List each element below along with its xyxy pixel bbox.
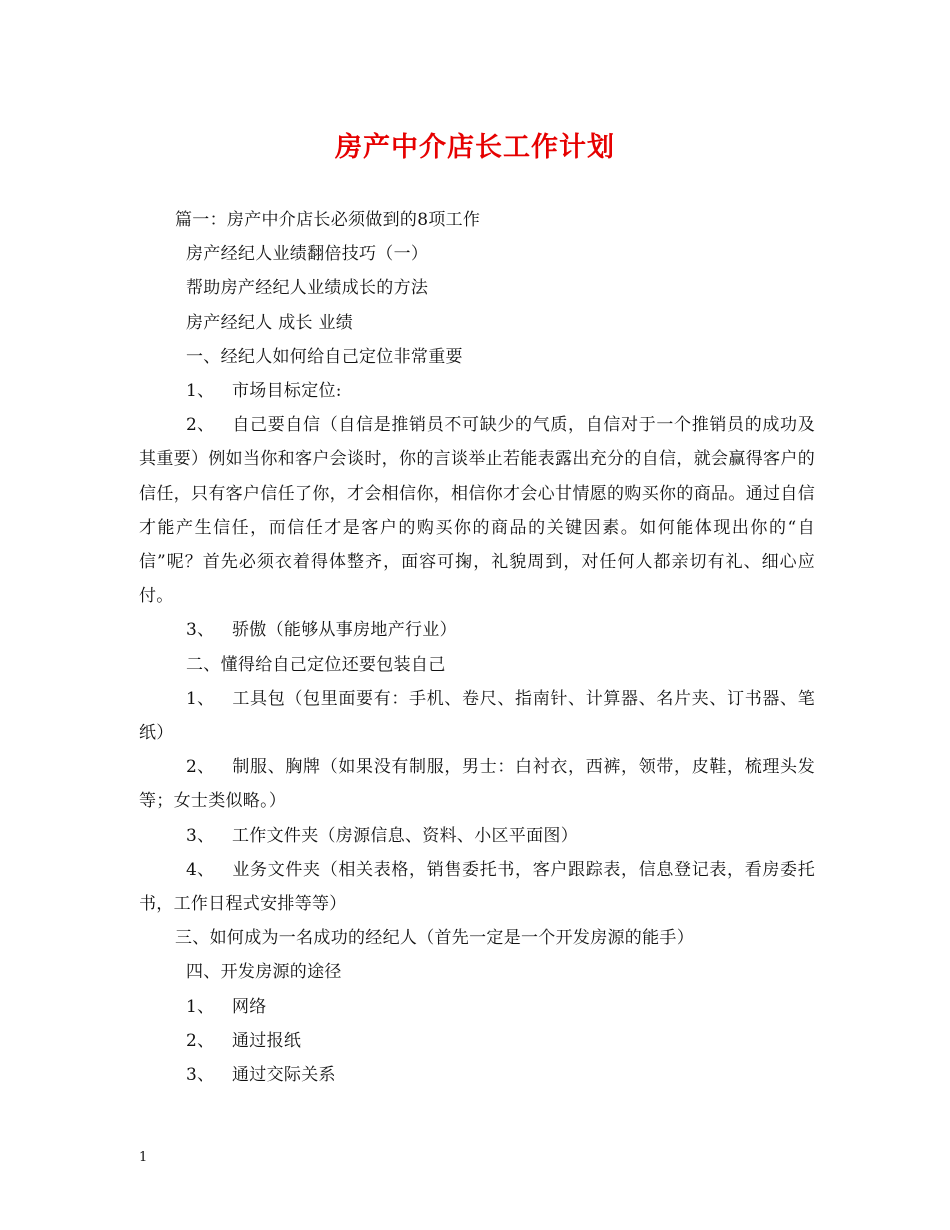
- document-title: 房产中介店长工作计划: [335, 132, 615, 163]
- list-item-number: 3、: [186, 825, 215, 846]
- document-body: [139, 203, 815, 1092]
- list-item-number: 1、: [186, 996, 215, 1017]
- list-item-text: 业务文件夹（相关表格，销售委托书，客户跟踪表，信息登记表，看房委托书，工作日程式安排等等）: [139, 859, 815, 915]
- list-item-text: 骄傲（能够从事房地产行业）: [232, 620, 457, 641]
- section-heading: 三、如何成为一名成功的经纪人（首先一定是一个开发房源的能手）: [175, 928, 694, 949]
- list-item: [139, 613, 815, 647]
- list-item-text: 自己要自信（自信是推销员不可缺少的气质，自信对于一个推销员的成功及其重要）例如当你和客户会谈时，你的言谈举止若能表露出充分的自信，就会赢得客户的信任，只有客户信任了你，才会相信你，相信你才会心甘情愿的购买你的商品。通过自信才能产生信任，而信任才是客户的购买你的商品的关键因素。如何能体现出你的“自信”呢？首先必须衣着得体整齐，面容可掬，礼貌周到，对任何人都亲切有礼、细心应付。: [139, 415, 815, 607]
- list-item: [139, 819, 815, 853]
- list-item-number: 2、: [186, 757, 215, 778]
- subtitle-line: 房产经纪人业绩翻倍技巧（一）: [186, 244, 429, 265]
- list-item-number: 2、: [186, 415, 215, 436]
- list-item-text: 工作文件夹（房源信息、资料、小区平面图）: [232, 825, 578, 846]
- section-heading: 四、开发房源的途径: [186, 962, 342, 983]
- list-item-number: 1、: [186, 381, 215, 402]
- list-item: [139, 990, 815, 1024]
- list-item: [139, 750, 815, 818]
- list-item: [139, 1058, 815, 1092]
- list-item-number: 3、: [186, 620, 215, 641]
- list-item: [139, 682, 815, 750]
- list-item-number: 1、: [186, 688, 215, 709]
- keywords-line: 房产经纪人 成长 业绩: [186, 312, 354, 333]
- list-item-text: 网络: [232, 996, 267, 1017]
- list-item: [139, 408, 815, 613]
- list-item: [139, 374, 815, 408]
- list-item-number: 2、: [186, 1030, 215, 1051]
- section-heading: 二、懂得给自己定位还要包装自己: [186, 654, 446, 675]
- section-heading-part-one: 篇一：房产中介店长必须做到的8项工作: [175, 210, 481, 230]
- list-item: [139, 1024, 815, 1058]
- list-item-text: 市场目标定位:: [232, 381, 342, 402]
- list-item-text: 通过交际关系: [232, 1065, 336, 1086]
- list-item-text: 通过报纸: [232, 1030, 302, 1051]
- page-number: 1: [139, 1150, 148, 1165]
- list-item-number: 4、: [186, 859, 215, 880]
- list-item-number: 3、: [186, 1065, 215, 1086]
- subtitle-line: 帮助房产经纪人业绩成长的方法: [186, 278, 429, 299]
- list-item: [139, 853, 815, 921]
- section-heading: 一、经纪人如何给自己定位非常重要: [186, 346, 463, 367]
- list-item-text: 工具包（包里面要有：手机、卷尺、指南针、计算器、名片夹、订书器、笔纸）: [139, 688, 815, 744]
- list-item-text: 制服、胸牌（如果没有制服，男士：白衬衣，西裤，领带，皮鞋，梳理头发等；女士类似略。）: [139, 757, 815, 812]
